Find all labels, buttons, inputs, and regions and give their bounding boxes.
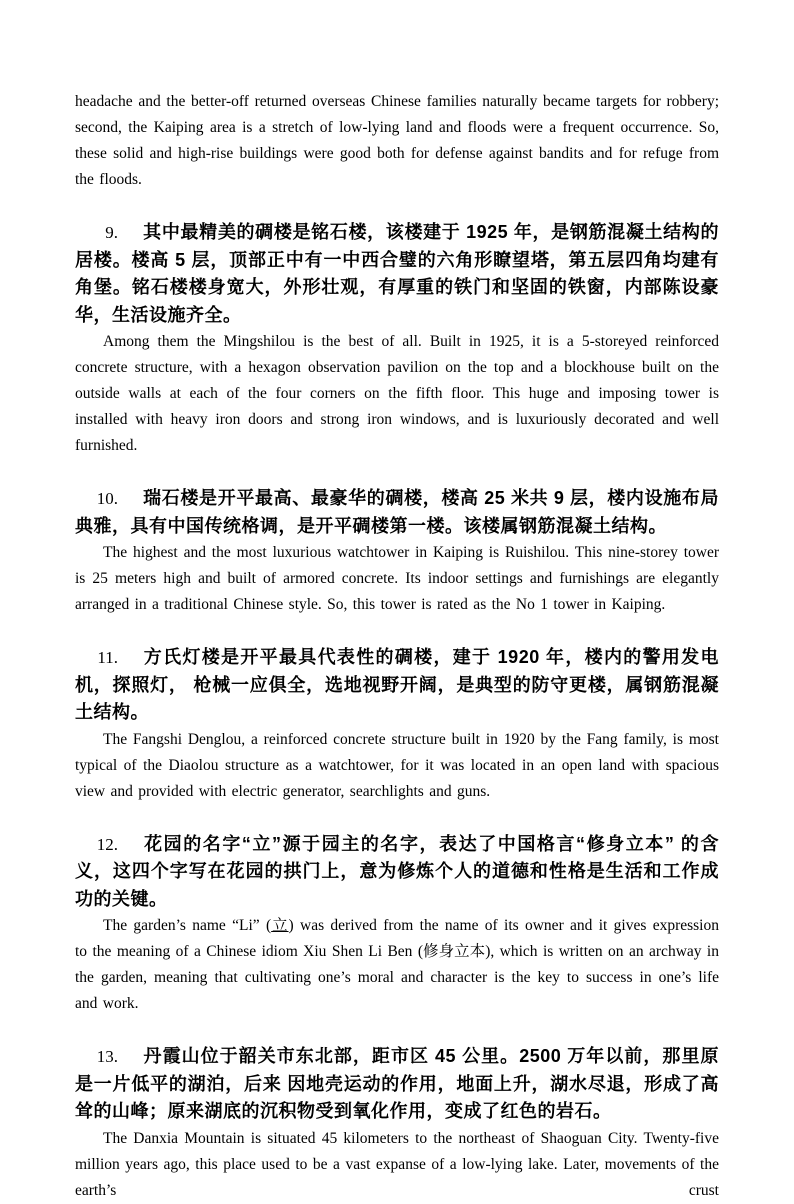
section-9: [75, 219, 719, 459]
paragraph-english-13: The Danxia Mountain is situated 45 kilometers to the northeast of Shaoguan City. Twenty-five million years ago, this place used to be a vast expanse of a low-lying lake. Later, movements of the earth’s crust: [75, 1129, 719, 1199]
paragraph-english-10: The highest and the most luxurious watchtower in Kaiping is Ruishilou. This nine-storey tower is 25 meters high and built of armored concrete. Its indoor settings and furnishings are elegantly arranged in a traditional Chinese style. So, this tower is rated as the No 1 tower in Kaiping.: [75, 544, 719, 613]
paragraph-number: 12.: [96, 834, 118, 854]
chinese-text: 其中最精美的碉楼是铭石楼，该楼建于 1925 年，是钢筋混凝土结构的居楼。楼高 5 层，顶部正中有一中西合璧的六角形瞭望塔，第五层四角均建有角堡。铭石楼楼身宽大，外形壮观，有厚重的铁门和坚固的铁窗，内部陈设豪华，生活设施齐全。: [75, 222, 719, 325]
chinese-text: 花园的名字“立”源于园主的名字，表达了中国格言“修身立本” 的含义，这四个字写在花园的拱门上，意为修炼个人的道德和性格是生活和工作成功的关键。: [75, 833, 719, 909]
paragraph-number: 11.: [97, 648, 118, 667]
paragraph-chinese-9: [75, 219, 719, 329]
english-text-before-underline: The garden’s name “Li” (: [103, 917, 272, 934]
underlined-character: 立: [271, 917, 289, 934]
chinese-text: 丹霞山位于韶关市东北部，距市区 45 公里。2500 万年以前，那里原是一片低平的湖泊，后来 因地壳运动的作用，地面上升，湖水尽退，形成了高耸的山峰；原来湖底的沉积物受到氧化作用，变成了红色的岩石。: [75, 1046, 719, 1121]
paragraph-number: 13.: [96, 1047, 118, 1066]
paragraph-chinese-10: [75, 485, 719, 540]
section-10: [75, 485, 719, 618]
english-text-after-underline: ) was derived from the name of its owner and it gives expression to the meaning of a Chinese idiom Xiu Shen Li Ben (修身立本), which is written on an archway in the garden, meaning that cultivating one’s moral and character is the key to success in one’s life and work.: [75, 917, 719, 1012]
chinese-text: 方氏灯楼是开平最具代表性的碉楼，建于 1920 年，楼内的警用发电机，探照灯， 枪械一应俱全，选地视野开阔，是典型的防守更楼，属钢筋混凝土结构。: [75, 647, 719, 722]
paragraph-number: 10.: [96, 489, 118, 508]
section-12: [75, 831, 719, 1018]
paragraph-chinese-11: [75, 644, 719, 727]
paragraph-english-12: [75, 913, 719, 1017]
section-13: [75, 1043, 719, 1204]
chinese-text: 瑞石楼是开平最高、最豪华的碉楼，楼高 25 米共 9 层，楼内设施布局典雅，具有中国传统格调，是开平碉楼第一楼。该楼属钢筋混凝土结构。: [75, 488, 719, 536]
paragraph-chinese-13: [75, 1043, 719, 1126]
section-11: [75, 644, 719, 805]
paragraph-english-11: The Fangshi Denglou, a reinforced concrete structure built in 1920 by the Fang family, is most typical of the Diaolou structure as a watchtower, for it was located in an open land with spacious view and provided with electric generator, searchlights and guns.: [75, 730, 719, 800]
paragraph-number: 9.: [105, 223, 118, 242]
paragraph-english-continuation: headache and the better-off returned overseas Chinese families naturally became targets for robbery; second, the Kaiping area is a stretch of low-lying land and floods were a frequent occurrence. So, these solid and high-rise buildings were good both for defense against bandits and for refuge from the floods.: [75, 93, 719, 188]
paragraph-chinese-12: [75, 831, 719, 914]
paragraph-english-9: Among them the Mingshilou is the best of all. Built in 1925, it is a 5-storeyed reinforced concrete structure, with a hexagon observation pavilion on the top and a blockhouse built on the outside walls at each of the four corners on the fifth floor. This huge and imposing tower is installed with heavy iron doors and strong iron windows, and is luxuriously decorated and well furnished.: [75, 333, 719, 454]
